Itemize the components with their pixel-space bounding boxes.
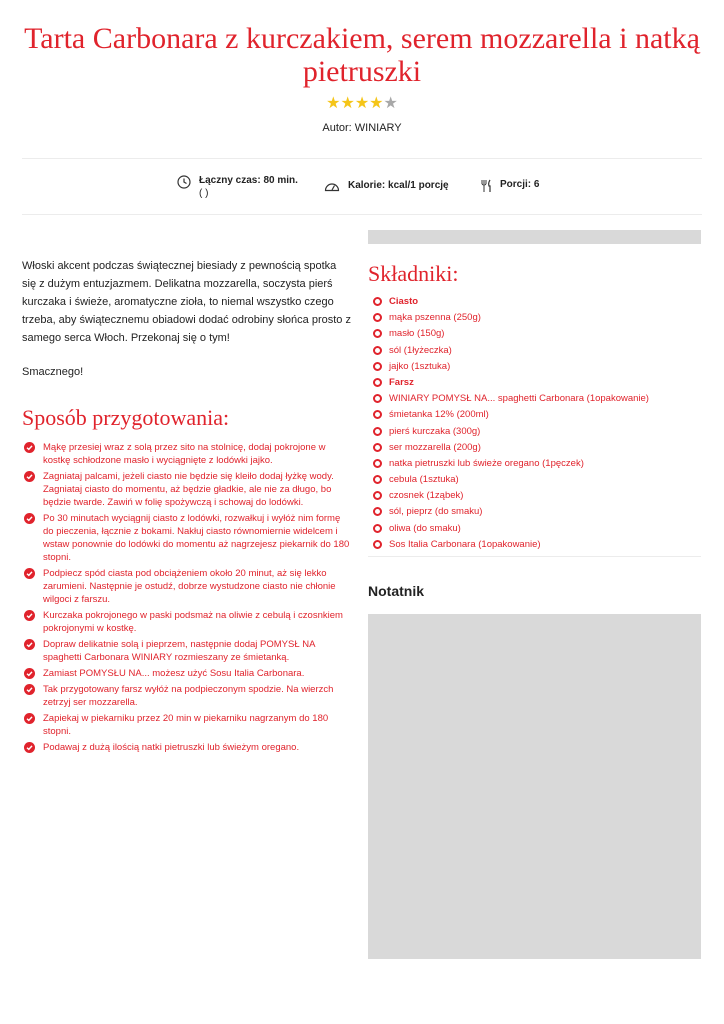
ingredient-text: oliwa (do smaku) [389,522,461,534]
checkmark-icon [24,610,35,621]
fork-knife-icon [480,179,492,193]
ingredients-panel-bar [368,230,701,244]
meta-total-time [177,175,298,199]
bullet-icon [373,540,382,549]
intro-description: Włoski akcent podczas świątecznej biesiady z pewnością spotka się z dużym entuzjazmem. Delikatna mozzarella, soczysta pierś kurczaka i świeże, aromatyczne zioła, to niemal wszystko czego trzeba, aby świątecznemu obiadowi dodać odrobiny słońca prosto z samego serca Włoch. Przekonaj się o tym! [22,260,351,344]
preparation-steps [22,441,352,757]
ingredient-item [372,538,702,551]
intro-closing: Smacznego! [22,366,84,378]
meta-portions [480,179,539,193]
ingredient-text: Ciasto [389,296,419,307]
ingredient-text: śmietanka 12% (200ml) [389,409,489,421]
ingredient-group [372,295,702,308]
portions-label: Porcji: 6 [500,179,540,190]
ingredient-text: sól (1łyżeczka) [389,344,452,356]
gauge-icon [324,180,340,193]
ingredient-item [372,522,702,535]
step-text: Zagniataj palcami, jeżeli ciasto nie będzie się kleiło dodaj łyżkę wody. Zagniataj ciasto do momentu, aż będzie gładkie, ale nie za długo, bo będzie twarde. Zawiń w folię spożywczą i schowaj do lodówki. [43,471,334,508]
ingredients-heading: Składniki: [368,261,459,286]
checkmark-icon [24,668,35,679]
ingredient-item [372,505,702,518]
recipe-title: Tarta Carbonara z kurczakiem, serem mozzarella i natką pietruszki [24,22,700,88]
ingredient-group [372,376,702,389]
ingredient-text: Sos Italia Carbonara (1opakowanie) [389,538,541,550]
total-time-sub: ( ) [199,188,209,199]
bullet-icon [373,524,382,533]
ingredients-list [372,295,702,554]
checkmark-icon [24,639,35,650]
ingredient-text: czosnek (1ząbek) [389,490,464,502]
star-empty-icon: ★ [383,95,398,112]
bullet-icon [373,362,382,371]
bullet-icon [373,491,382,500]
checkmark-icon [24,471,35,482]
checkmark-icon [24,742,35,753]
total-time-label: Łączny czas: 80 min. [199,175,298,186]
meta-calories [324,180,449,193]
bullet-icon [373,410,382,419]
bullet-icon [373,394,382,403]
ingredient-text: sól, pieprz (do smaku) [389,506,483,518]
preparation-step [22,441,352,467]
step-text: Kurczaka pokrojonego w paski podsmaż na oliwie z cebulą i czosnkiem pokrojonymi w kostkę. [43,610,343,634]
ingredient-item [372,344,702,357]
bullet-icon [373,475,382,484]
ingredient-text: jajko (1sztuka) [389,360,451,372]
ingredient-item [372,311,702,324]
divider [368,556,701,557]
notes-area[interactable] [368,614,701,959]
step-text: Mąkę przesiej wraz z solą przez sito na stolnicę, dodaj pokrojone w kostkę schłodzone masło i wyciągnięte z lodówki jajko. [43,442,326,466]
ingredient-item [372,441,702,454]
star-filled-icon: ★ [340,95,355,112]
preparation-step [22,512,352,564]
step-text: Podpiecz spód ciasta pod obciążeniem około 20 minut, aż się lekko zarumieni. Następnie je ostudź, dobrze wystudzone ciasto nie chłonie wilgoci z farszu. [43,568,336,605]
star-filled-icon: ★ [326,95,341,112]
ingredient-text: mąka pszenna (250g) [389,312,481,324]
ingredient-text: natka pietruszki lub świeże oregano (1pęczek) [389,457,584,469]
preparation-heading: Sposób przygotowania: [22,405,230,430]
ingredient-text: cebula (1sztuka) [389,474,459,486]
ingredient-item [372,473,702,486]
bullet-icon [373,427,382,436]
ingredient-item [372,489,702,502]
clock-icon [177,175,191,189]
checkmark-icon [24,713,35,724]
bullet-icon [373,346,382,355]
preparation-step [22,683,352,709]
bullet-icon [373,297,382,306]
checkmark-icon [24,513,35,524]
rating-stars [0,95,724,113]
preparation-step [22,638,352,664]
ingredient-text: WINIARY POMYSŁ NA... spaghetti Carbonara (1opakowanie) [389,393,649,405]
step-text: Zapiekaj w piekarniku przez 20 min w piekarniku nagrzanym do 180 stopni. [43,713,329,737]
preparation-step [22,609,352,635]
notes-heading: Notatnik [368,583,424,599]
ingredient-text: pierś kurczaka (300g) [389,425,481,437]
preparation-step [22,567,352,606]
divider [22,158,702,159]
calories-label: Kalorie: kcal/1 porcję [348,180,449,191]
bullet-icon [373,313,382,322]
ingredient-item [372,408,702,421]
checkmark-icon [24,684,35,695]
star-filled-icon: ★ [369,95,384,112]
checkmark-icon [24,442,35,453]
ingredient-item [372,425,702,438]
bullet-icon [373,329,382,338]
ingredient-item [372,457,702,470]
bullet-icon [373,378,382,387]
checkmark-icon [24,568,35,579]
preparation-step [22,741,352,754]
ingredient-item [372,360,702,373]
recipe-intro [22,257,352,397]
preparation-step [22,470,352,509]
step-text: Po 30 minutach wyciągnij ciasto z lodówki, rozwałkuj i wyłóż nim formę do pieczenia, łącznie z bokami. Nakłuj ciasto równomiernie widelcem i wstaw ponownie do lodówki do momentu aż nagrzejesz piekarnik do 180 stopni. [43,513,350,563]
ingredient-text: Farsz [389,376,414,388]
step-text: Tak przygotowany farsz wyłóż na podpieczonym spodzie. Na wierzch zetrzyj ser mozzarella. [43,684,334,708]
ingredient-item [372,327,702,340]
step-text: Zamiast POMYSŁU NA... możesz użyć Sosu Italia Carbonara. [43,668,305,679]
bullet-icon [373,459,382,468]
ingredient-item [372,392,702,405]
bullet-icon [373,507,382,516]
divider [22,214,702,215]
preparation-step [22,712,352,738]
ingredient-text: ser mozzarella (200g) [389,441,481,453]
step-text: Dopraw delikatnie solą i pieprzem, następnie dodaj POMYSŁ NA spaghetti Carbonara WINIARY rozmieszany ze śmietanką. [43,639,315,663]
step-text: Podawaj z dużą ilością natki pietruszki lub świeżym oregano. [43,742,300,753]
ingredient-text: masło (150g) [389,328,445,340]
recipe-author: Autor: WINIARY [322,122,402,134]
star-filled-icon: ★ [354,95,370,112]
bullet-icon [373,443,382,452]
preparation-step [22,667,352,680]
